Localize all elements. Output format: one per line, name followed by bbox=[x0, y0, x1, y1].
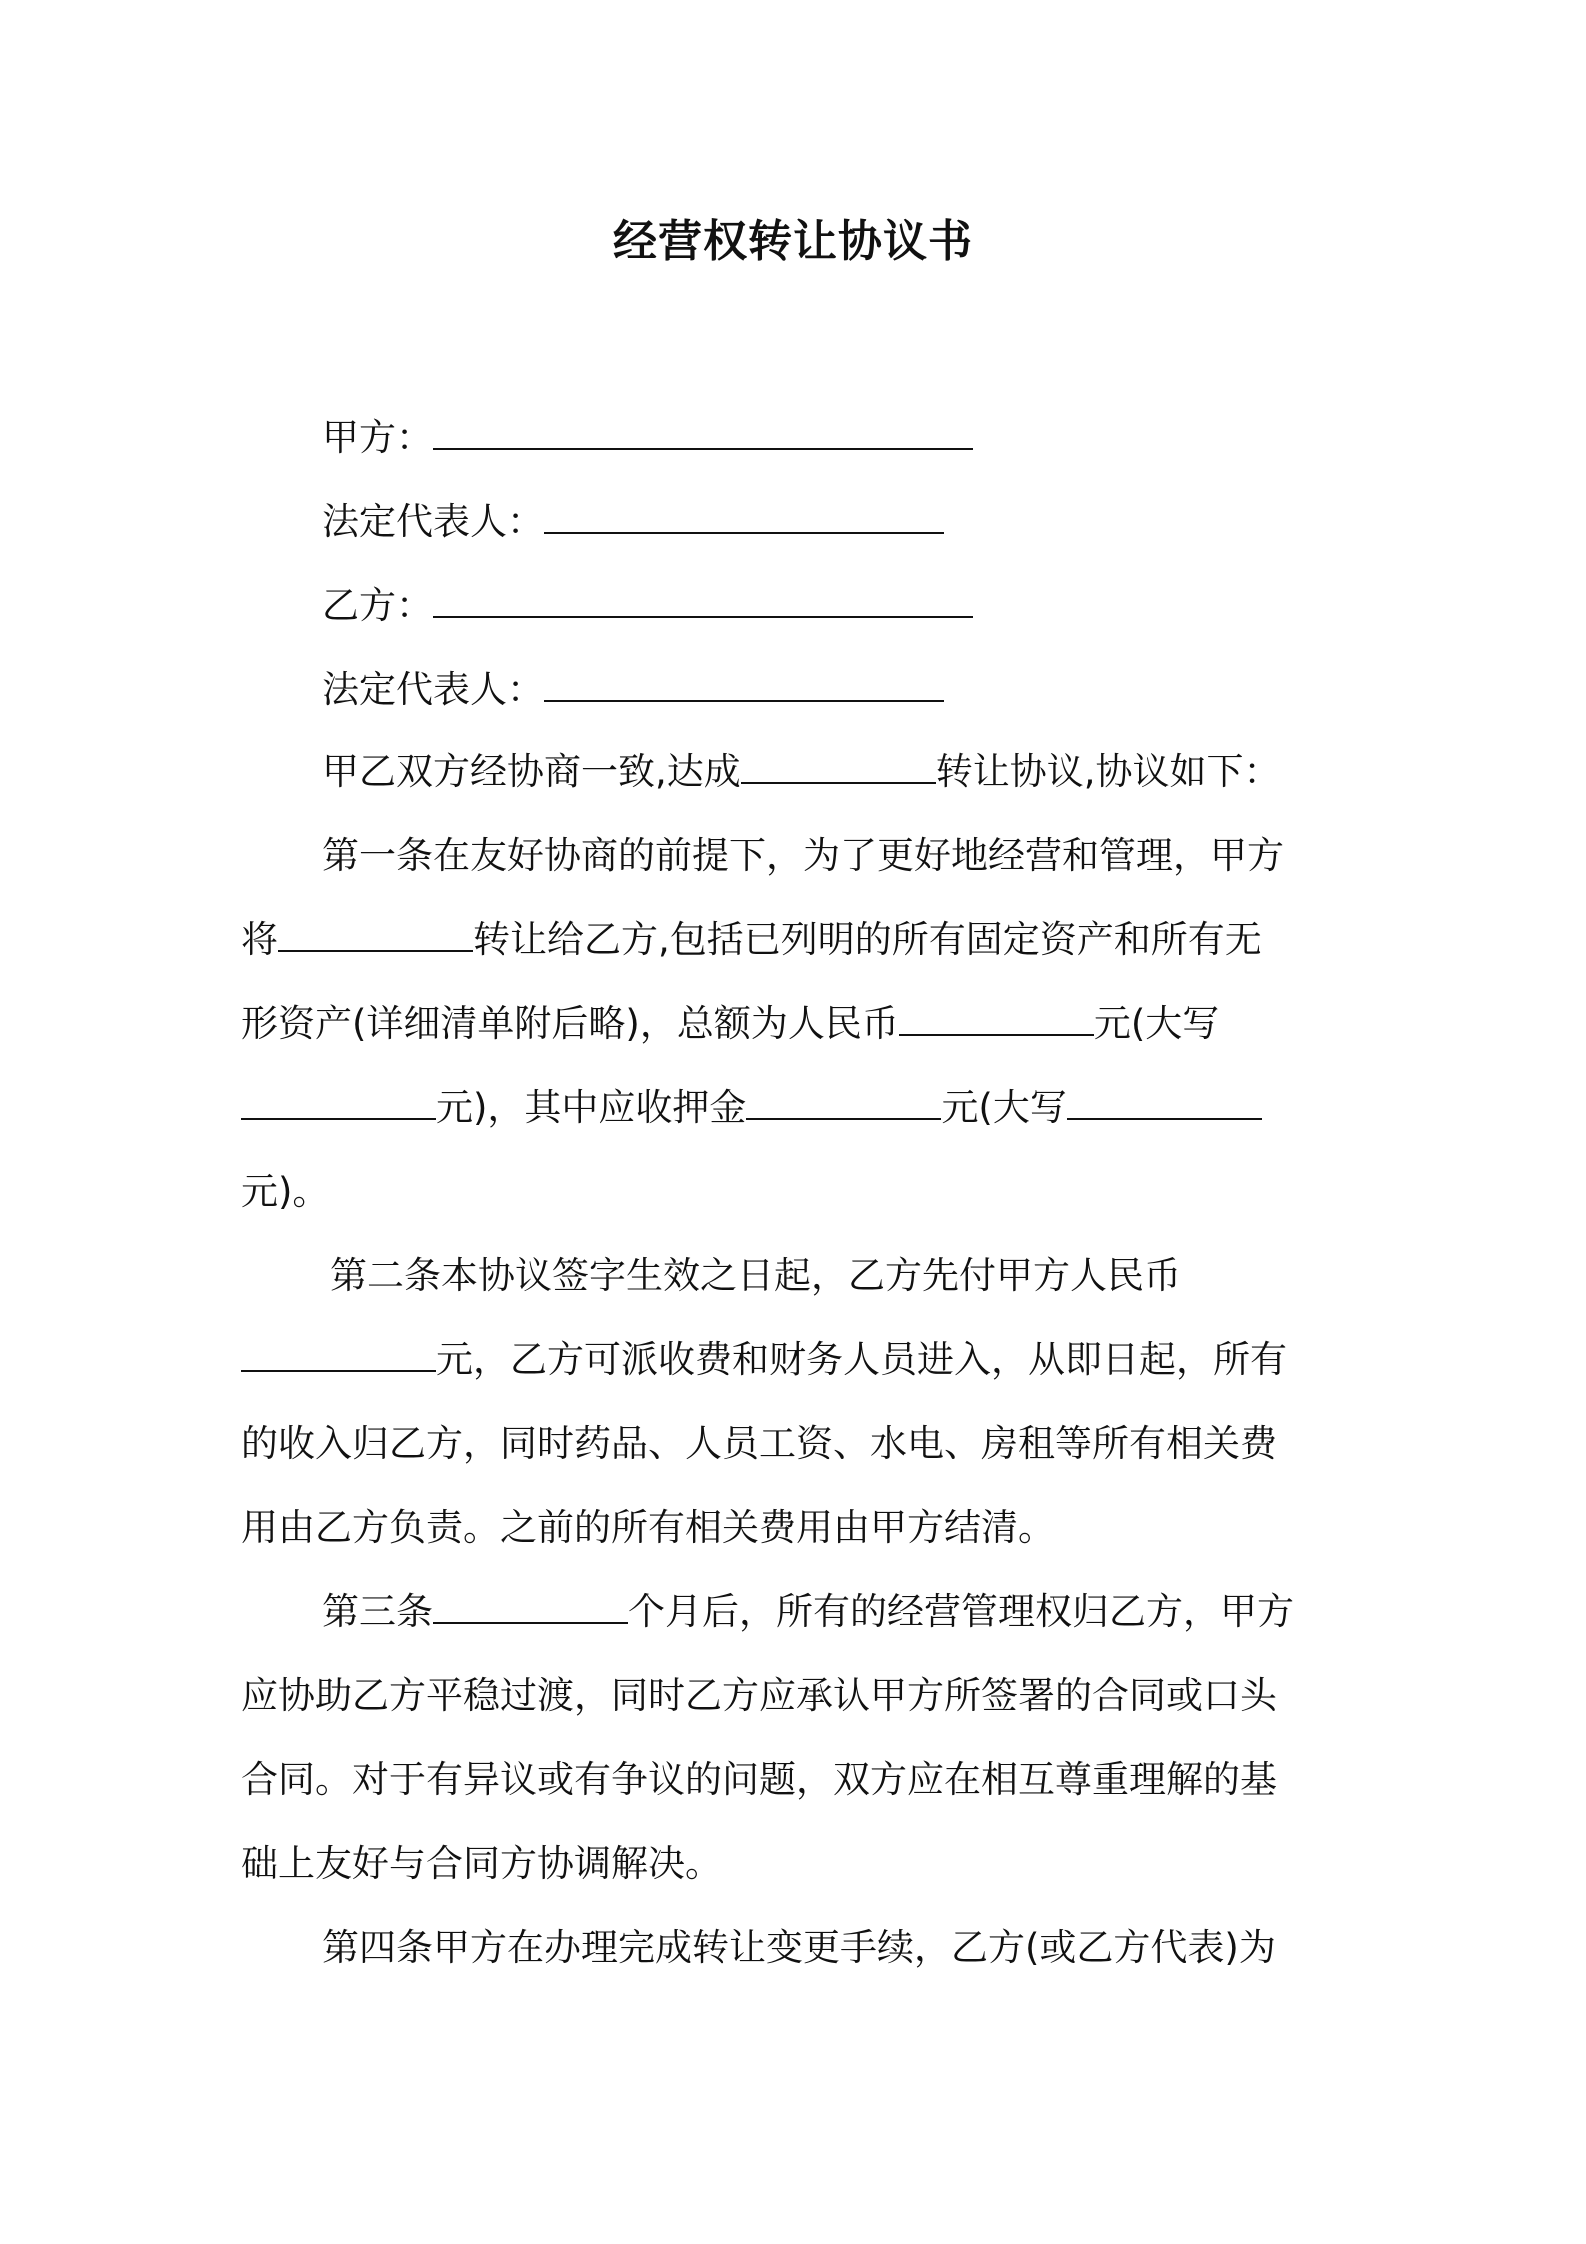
article-2-line-4: 用由乙方负责。之前的所有相关费用由甲方结清。 bbox=[241, 1506, 1055, 1549]
party-b-rep-label: 法定代表人： bbox=[322, 668, 544, 711]
article-3-line-1 bbox=[322, 1586, 1294, 1638]
article-3-line-2: 应协助乙方平稳过渡，同时乙方应承认甲方所签署的合同或口头 bbox=[241, 1674, 1277, 1717]
article-1-line-5: 元)。 bbox=[241, 1170, 330, 1213]
intro-text-a: 甲乙双方经协商一致,达成 bbox=[322, 750, 741, 793]
party-a-rep-row bbox=[322, 496, 944, 548]
article-1-text: 转让给乙方,包括已列明的所有固定资产和所有无 bbox=[473, 918, 1262, 961]
party-b-rep-row bbox=[322, 664, 944, 716]
document-title: 经营权转让协议书 bbox=[613, 216, 973, 267]
article-1-line-3 bbox=[241, 998, 1219, 1050]
article-1-blank bbox=[746, 1088, 941, 1120]
article-1-blank bbox=[1067, 1088, 1262, 1120]
article-3-text: 个月后，所有的经营管理权归乙方，甲方 bbox=[628, 1590, 1294, 1633]
article-3-line-4: 础上友好与合同方协调解决。 bbox=[241, 1842, 722, 1885]
article-1-text: 将 bbox=[241, 918, 278, 961]
party-a-blank bbox=[433, 418, 973, 450]
party-a-label: 甲方： bbox=[322, 416, 433, 459]
article-1-text: 元)，其中应收押金 bbox=[436, 1086, 747, 1129]
article-4-line-1: 第四条甲方在办理完成转让变更手续，乙方(或乙方代表)为 bbox=[322, 1926, 1276, 1969]
intro-blank bbox=[741, 752, 936, 784]
article-3-line-3: 合同。对于有异议或有争议的问题，双方应在相互尊重理解的基 bbox=[241, 1758, 1277, 1801]
article-1-line-2 bbox=[241, 914, 1262, 966]
party-b-label: 乙方： bbox=[322, 584, 433, 627]
article-1-line-4 bbox=[241, 1082, 1262, 1134]
intro-line bbox=[322, 746, 1281, 798]
article-1-text: 形资产(详细清单附后略)，总额为人民币 bbox=[241, 1002, 899, 1045]
article-1-text: 元(大写 bbox=[1093, 1002, 1220, 1045]
article-1-line-1: 第一条在友好协商的前提下，为了更好地经营和管理，甲方 bbox=[322, 834, 1284, 877]
article-1-text: 元(大写 bbox=[941, 1086, 1067, 1129]
article-1-blank bbox=[241, 1088, 436, 1120]
intro-text-b: 转让协议,协议如下： bbox=[935, 750, 1281, 793]
article-2-line-1: 第二条本协议签字生效之日起，乙方先付甲方人民币 bbox=[330, 1254, 1181, 1297]
party-a-row bbox=[322, 412, 973, 464]
party-b-rep-blank bbox=[544, 670, 944, 702]
party-b-row bbox=[322, 580, 973, 632]
article-1-blank bbox=[899, 1004, 1094, 1036]
party-a-rep-label: 法定代表人： bbox=[322, 500, 544, 543]
article-2-blank bbox=[241, 1340, 436, 1372]
article-1-blank bbox=[278, 920, 473, 952]
party-b-blank bbox=[433, 586, 973, 618]
party-a-rep-blank bbox=[544, 502, 944, 534]
article-3-text: 第三条 bbox=[322, 1590, 433, 1633]
article-2-line-3: 的收入归乙方，同时药品、人员工资、水电、房租等所有相关费 bbox=[241, 1422, 1277, 1465]
article-3-blank bbox=[433, 1592, 628, 1624]
article-2-text: 元，乙方可派收费和财务人员进入，从即日起，所有 bbox=[436, 1338, 1287, 1381]
article-2-line-2 bbox=[241, 1334, 1287, 1386]
